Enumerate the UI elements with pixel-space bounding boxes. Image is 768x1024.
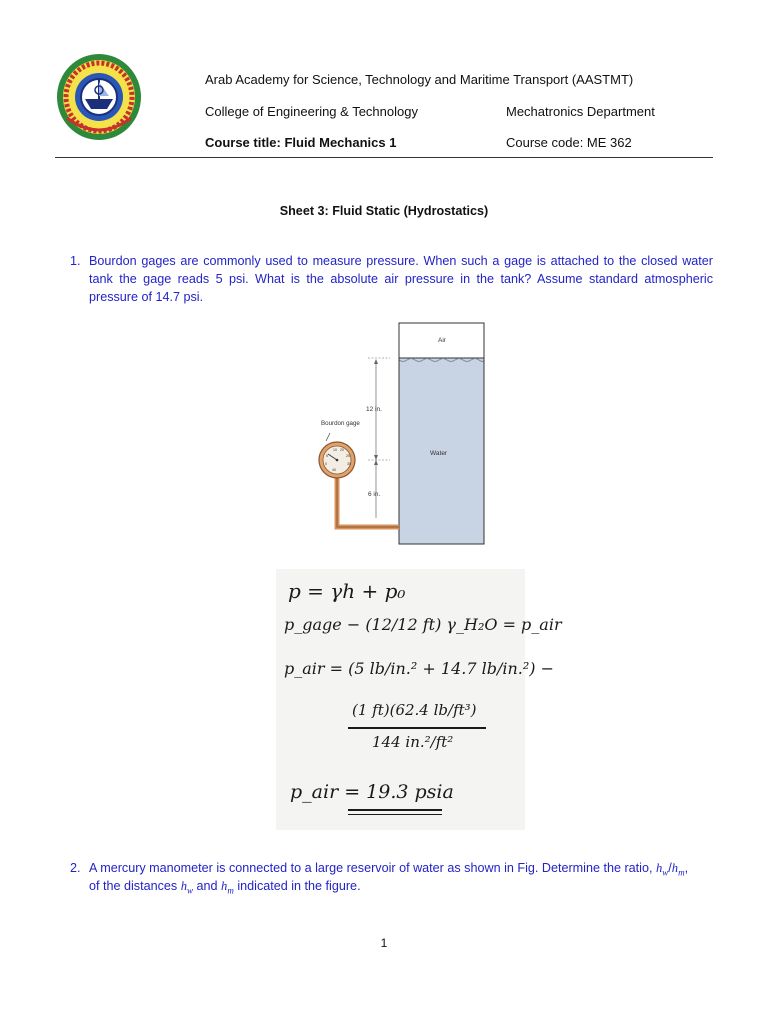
- question-number: 2.: [70, 861, 81, 875]
- department-name: Mechatronics Department: [506, 104, 655, 119]
- aastmt-logo: [55, 52, 143, 142]
- bourdon-gage-label: Bourdon gage: [321, 420, 360, 427]
- handwritten-solution: [276, 569, 562, 830]
- svg-text:20: 20: [340, 448, 344, 452]
- ratio-numerator: $h_w$: [655, 861, 669, 878]
- header-divider: [55, 157, 713, 158]
- fraction-bar: [348, 727, 486, 729]
- course-title: Course title: Fluid Mechanics 1: [205, 135, 397, 150]
- question-number: 1.: [70, 254, 81, 268]
- air-label: Air: [438, 337, 446, 344]
- variable-hw: $h_w$: [180, 879, 194, 896]
- solution-line-6: p_air = 19.3 psia: [290, 781, 454, 803]
- college-name: College of Engineering & Technology: [205, 104, 418, 119]
- question-text-line-2: of the distances $h_w$ and $h_m$ indicated in the figure.: [89, 879, 361, 896]
- solution-line-3: p_air = (5 lb/in.² + 14.7 lb/in.²) −: [284, 659, 554, 678]
- ratio-denominator: $h_m$: [671, 861, 685, 878]
- solution-line-5: 144 in.²/ft²: [372, 733, 454, 751]
- institution-name: Arab Academy for Science, Technology and Maritime Transport (AASTMT): [205, 72, 634, 87]
- solution-line-1: p = γh + p₀: [288, 579, 406, 603]
- tank-gage-figure: [310, 320, 490, 548]
- solution-line-4: (1 ft)(62.4 lb/ft³): [352, 701, 477, 719]
- svg-text:25: 25: [346, 454, 350, 458]
- water-label: Water: [430, 450, 448, 457]
- course-code: Course code: ME 362: [506, 135, 632, 150]
- answer-underline: [348, 809, 442, 811]
- question-text: Bourdon gages are commonly used to measure pressure. When such a gage is attached to the closed water tank the gage reads 5 psi. What is the absolute air pressure in the tank? Assume standard atmospheric pressure of 14.7 psi.: [89, 254, 713, 304]
- svg-text:0: 0: [325, 462, 327, 466]
- page-number: 1: [380, 936, 388, 950]
- sheet-title: Sheet 3: Fluid Static (Hydrostatics): [279, 204, 489, 218]
- svg-text:10: 10: [333, 448, 337, 452]
- dimension-12-in: 12 in.: [366, 406, 382, 413]
- dimension-6-in: 6 in.: [368, 491, 381, 498]
- svg-text:30: 30: [347, 462, 351, 466]
- svg-text:40: 40: [332, 468, 336, 472]
- solution-line-2: p_gage − (12/12 ft) γ_H₂O = p_air: [284, 615, 562, 634]
- question-text: A mercury manometer is connected to a large reservoir of water as shown in Fig. Determine the ratio, $h_w/h_m$,: [89, 861, 689, 878]
- variable-hm: $h_m$: [221, 879, 234, 896]
- answer-underline-2: [348, 814, 442, 815]
- svg-text:5: 5: [326, 454, 328, 458]
